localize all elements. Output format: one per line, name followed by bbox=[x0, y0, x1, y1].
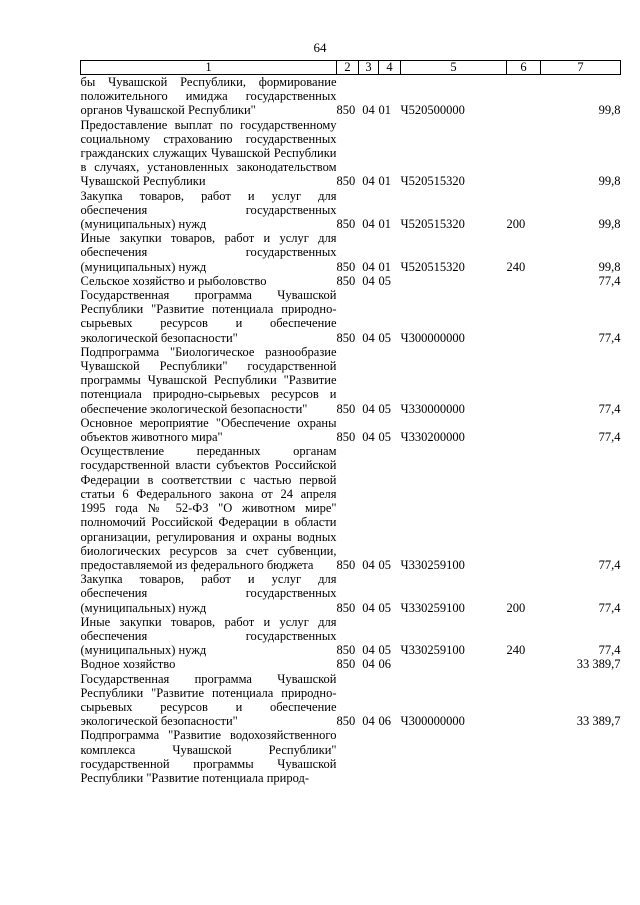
row-code-subsection bbox=[379, 728, 401, 785]
table-row bbox=[81, 288, 621, 345]
row-amount: 77,4 bbox=[598, 330, 621, 345]
row-code-target bbox=[401, 274, 507, 288]
row-code-section: 04 bbox=[362, 217, 375, 232]
row-code-subsection: 05 bbox=[378, 643, 391, 658]
row-amount: 99,8 bbox=[598, 103, 621, 118]
header-col-7: 7 bbox=[541, 61, 621, 75]
row-code-target: Ч520515320 bbox=[400, 217, 465, 232]
row-code-subsection: 05 bbox=[378, 557, 391, 572]
row-code-expense-type bbox=[507, 416, 541, 444]
row-code-expense-type bbox=[507, 672, 541, 729]
row-code-ministry: 850 bbox=[336, 557, 356, 572]
row-amount: 77,4 bbox=[598, 557, 621, 572]
table-row bbox=[81, 615, 621, 658]
row-code-section: 04 bbox=[362, 714, 375, 729]
row-code-expense-type bbox=[507, 657, 541, 671]
row-description: Подпрограмма "Развитие водохозяйственного комплекса Чувашской Республики" государственной программы Чувашской Республики "Развитие потенциала природ- bbox=[80, 728, 337, 785]
row-code-target: Ч330200000 bbox=[400, 430, 465, 445]
table-row bbox=[81, 274, 621, 288]
row-code-section: 04 bbox=[362, 273, 375, 288]
table-row bbox=[81, 657, 621, 671]
row-code-expense-type bbox=[507, 288, 541, 345]
row-code-subsection: 01 bbox=[378, 217, 391, 232]
row-code-ministry: 850 bbox=[336, 657, 356, 672]
row-code-expense-type bbox=[507, 118, 541, 189]
row-code-ministry: 850 bbox=[336, 714, 356, 729]
row-code-subsection: 01 bbox=[378, 259, 391, 274]
row-code-section: 04 bbox=[362, 430, 375, 445]
table-row bbox=[81, 572, 621, 615]
row-code-section: 04 bbox=[362, 401, 375, 416]
row-description: Закупка товаров, работ и услуг для обеспечения государственных (муниципальных) нужд bbox=[80, 572, 337, 615]
row-amount: 77,4 bbox=[598, 600, 621, 615]
row-code-section: 04 bbox=[362, 643, 375, 658]
row-description: Основное мероприятие "Обеспечение охраны объектов животного мира" bbox=[80, 415, 337, 445]
header-col-5: 5 bbox=[401, 61, 507, 75]
row-code-section bbox=[359, 728, 379, 785]
row-code-ministry: 850 bbox=[336, 330, 356, 345]
row-code-expense-type: 240 bbox=[506, 259, 526, 274]
header-col-6: 6 bbox=[507, 61, 541, 75]
table-row bbox=[81, 672, 621, 729]
header-col-1: 1 bbox=[81, 61, 337, 75]
row-amount: 77,4 bbox=[598, 643, 621, 658]
row-description: Предоставление выплат по государственному социальному страхованию государственных гражданских служащих Чувашской Республики в случаях, установленных законодательством Чувашской Республики bbox=[80, 117, 337, 189]
row-code-subsection: 05 bbox=[378, 330, 391, 345]
row-description: Сельское хозяйство и рыболовство bbox=[80, 273, 267, 288]
row-code-ministry: 850 bbox=[336, 174, 356, 189]
row-code-target: Ч300000000 bbox=[400, 330, 465, 345]
budget-table bbox=[80, 60, 621, 785]
page-number: 64 bbox=[313, 40, 327, 55]
row-code-subsection: 01 bbox=[378, 103, 391, 118]
row-code-expense-type: 240 bbox=[506, 643, 526, 658]
row-code-expense-type bbox=[507, 444, 541, 572]
row-code-ministry: 850 bbox=[336, 430, 356, 445]
row-code-target: Ч330000000 bbox=[400, 401, 465, 416]
row-code-target: Ч330259100 bbox=[400, 557, 465, 572]
row-code-expense-type bbox=[507, 75, 541, 118]
row-code-expense-type: 200 bbox=[506, 217, 526, 232]
row-code-target: Ч520515320 bbox=[400, 174, 465, 189]
row-code-section: 04 bbox=[362, 174, 375, 189]
row-code-section: 04 bbox=[362, 557, 375, 572]
row-code-expense-type bbox=[507, 274, 541, 288]
header-col-4: 4 bbox=[379, 61, 401, 75]
row-amount: 77,4 bbox=[598, 401, 621, 416]
row-description: Осуществление переданных органам государственной власти субъектов Российской Федерации в соответствии с частью первой статьи 6 Федерального закона от 24 апреля 1995 года № 52-ФЗ "О животном мире" полномочий Российской Федерации в области организации, регулирования и охраны водных биологических ресурсов за счет субвенции, предоставляемой из федерального бюджета bbox=[80, 444, 337, 572]
row-description: Государственная программа Чувашской Республики "Развитие потенциала природно-сырьевых ресурсов и обеспечение экологической безопасности" bbox=[80, 671, 337, 729]
row-code-target: Ч300000000 bbox=[400, 714, 465, 729]
table-row bbox=[81, 444, 621, 572]
row-code-expense-type: 200 bbox=[506, 600, 526, 615]
row-description: Иные закупки товаров, работ и услуг для обеспечения государственных (муниципальных) нужд bbox=[80, 614, 337, 658]
table-row bbox=[81, 345, 621, 416]
row-amount: 33 389,7 bbox=[576, 657, 621, 672]
row-code-target bbox=[401, 728, 507, 785]
row-code-subsection: 05 bbox=[378, 401, 391, 416]
row-code-section: 04 bbox=[362, 103, 375, 118]
row-description: Закупка товаров, работ и услуг для обеспечения государственных (муниципальных) нужд bbox=[80, 188, 337, 232]
row-code-subsection: 05 bbox=[378, 273, 391, 288]
row-amount: 99,8 bbox=[598, 259, 621, 274]
table-row bbox=[81, 416, 621, 444]
table-row bbox=[81, 728, 621, 785]
row-description: Иные закупки товаров, работ и услуг для обеспечения государственных (муниципальных) нужд bbox=[80, 231, 337, 274]
row-description: Водное хозяйство bbox=[80, 657, 176, 672]
row-code-section: 04 bbox=[362, 259, 375, 274]
row-code-section: 04 bbox=[362, 600, 375, 615]
table-row bbox=[81, 118, 621, 189]
row-code-target: Ч520515320 bbox=[400, 259, 465, 274]
row-amount bbox=[541, 728, 621, 785]
row-description: бы Чувашской Республики, формирование положительного имиджа государственных органов Чувашской Республики" bbox=[80, 75, 337, 118]
header-row bbox=[81, 61, 621, 75]
row-code-ministry: 850 bbox=[336, 600, 356, 615]
row-amount: 99,8 bbox=[598, 174, 621, 189]
header-col-3: 3 bbox=[359, 61, 379, 75]
row-code-ministry: 850 bbox=[336, 259, 356, 274]
row-code-subsection: 06 bbox=[378, 657, 391, 672]
row-code-target: Ч520500000 bbox=[400, 103, 465, 118]
row-code-ministry: 850 bbox=[336, 273, 356, 288]
table-body bbox=[81, 75, 621, 786]
row-code-target: Ч330259100 bbox=[400, 600, 465, 615]
table-row bbox=[81, 75, 621, 118]
row-code-ministry bbox=[337, 728, 359, 785]
row-code-section: 04 bbox=[362, 330, 375, 345]
row-amount: 77,4 bbox=[598, 273, 621, 288]
header-col-2: 2 bbox=[337, 61, 359, 75]
table-row bbox=[81, 231, 621, 274]
row-amount: 99,8 bbox=[598, 217, 621, 232]
row-code-expense-type bbox=[507, 345, 541, 416]
row-code-expense-type bbox=[507, 728, 541, 785]
row-code-ministry: 850 bbox=[336, 103, 356, 118]
row-code-ministry: 850 bbox=[336, 217, 356, 232]
row-code-ministry: 850 bbox=[336, 643, 356, 658]
row-code-subsection: 05 bbox=[378, 600, 391, 615]
row-code-subsection: 01 bbox=[378, 174, 391, 189]
row-code-target bbox=[401, 657, 507, 671]
row-code-ministry: 850 bbox=[336, 401, 356, 416]
row-code-subsection: 06 bbox=[378, 714, 391, 729]
table-row bbox=[81, 189, 621, 232]
row-description: Государственная программа Чувашской Республики "Развитие потенциала природно-сырьевых ресурсов и обеспечение экологической безопасности" bbox=[80, 288, 337, 345]
row-description: Подпрограмма "Биологическое разнообразие Чувашской Республики" государственной программы Чувашской Республики "Развитие потенциала природно-сырьевых ресурсов и обеспечение экологической безопасности" bbox=[80, 344, 337, 416]
row-code-target: Ч330259100 bbox=[400, 643, 465, 658]
row-amount: 77,4 bbox=[598, 430, 621, 445]
row-code-subsection: 05 bbox=[378, 430, 391, 445]
row-code-section: 04 bbox=[362, 657, 375, 672]
row-amount: 33 389,7 bbox=[576, 714, 621, 729]
table-header bbox=[81, 61, 621, 75]
